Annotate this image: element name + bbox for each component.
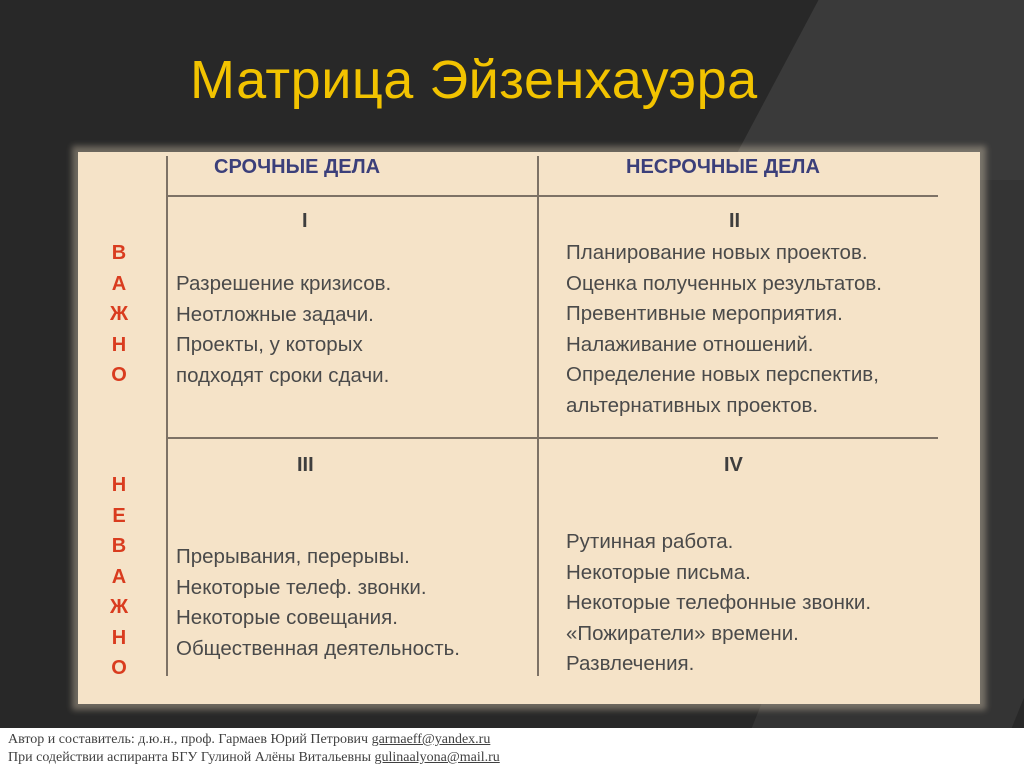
list-item: «Пожиратели» времени.: [566, 621, 799, 645]
slide-title: Матрица Эйзенхауэра: [190, 50, 758, 110]
list-item: Превентивные мероприятия.: [566, 302, 843, 325]
list-item: Планирование новых проектов.: [566, 241, 868, 264]
list-item: Общественная деятельность.: [176, 636, 460, 660]
row-label-letter: В: [111, 242, 127, 264]
list-item: Некоторые телеф. звонки.: [176, 575, 427, 599]
column-divider: [537, 156, 539, 676]
quadrant-3-item-list: [176, 542, 460, 664]
list-item: Оценка полученных результатов.: [566, 271, 882, 295]
quadrant-2-item-list: [566, 238, 882, 421]
header-divider: [166, 195, 938, 197]
row-label-letter: Ж: [109, 303, 129, 325]
column-header-urgent: СРОЧНЫЕ ДЕЛА: [214, 156, 381, 178]
row-label-divider: [166, 156, 168, 676]
list-item: Некоторые телефонные звонки.: [566, 591, 872, 614]
list-item: Определение новых перспектив,: [566, 363, 879, 386]
row-label-letter: Ж: [109, 596, 129, 618]
row-label-letter: Е: [112, 504, 126, 527]
row-label-letter: А: [111, 272, 127, 295]
quadrant-4-item-list: [566, 527, 871, 680]
list-item: Рутинная работа.: [566, 530, 734, 553]
list-item: Некоторые совещания.: [176, 606, 398, 629]
row-divider: [166, 437, 938, 439]
list-item: Некоторые письма.: [566, 560, 751, 584]
row-label-important: [106, 238, 132, 391]
row-label-letter: В: [111, 535, 127, 557]
assistant-email-link[interactable]: gulinaalyona@mail.ru: [374, 750, 500, 765]
author-email-link[interactable]: garmaeff@yandex.ru: [371, 732, 491, 747]
list-item: Развлечения.: [566, 652, 695, 675]
quadrant-3-numeral: III: [297, 454, 314, 476]
eisenhower-matrix-table: [78, 152, 980, 704]
list-item: подходят сроки сдачи.: [176, 363, 390, 387]
list-item: Прерывания, перерывы.: [176, 545, 410, 568]
author-credit: [8, 732, 490, 748]
list-item: Неотложные задачи.: [176, 302, 374, 326]
list-item: Разрешение кризисов.: [176, 272, 392, 295]
quadrant-4-numeral: IV: [724, 454, 743, 476]
author-credit-text: Автор и составитель: д.ю.н., проф. Гармаев Юрий Петрович: [8, 732, 372, 747]
list-item: Проекты, у которых: [176, 333, 363, 356]
quadrant-1-item-list: [176, 269, 391, 391]
quadrant-2-numeral: II: [729, 210, 741, 232]
assistant-credit: [8, 750, 500, 766]
list-item: Налаживание отношений.: [566, 332, 814, 356]
footer: [0, 728, 1024, 767]
row-label-not-important: [106, 470, 132, 684]
row-label-letter: Н: [111, 333, 127, 356]
assistant-credit-text: При содействии аспиранта БГУ Гулиной Алёны Витальевны: [8, 750, 375, 765]
row-label-letter: О: [111, 657, 127, 679]
row-label-letter: Н: [111, 474, 127, 496]
list-item: альтернативных проектов.: [566, 393, 819, 417]
quadrant-1-numeral: I: [302, 210, 308, 232]
row-label-letter: Н: [111, 626, 127, 649]
column-header-not-urgent: НЕСРОЧНЫЕ ДЕЛА: [626, 156, 820, 178]
row-label-letter: А: [111, 565, 127, 588]
row-label-letter: О: [111, 364, 127, 386]
